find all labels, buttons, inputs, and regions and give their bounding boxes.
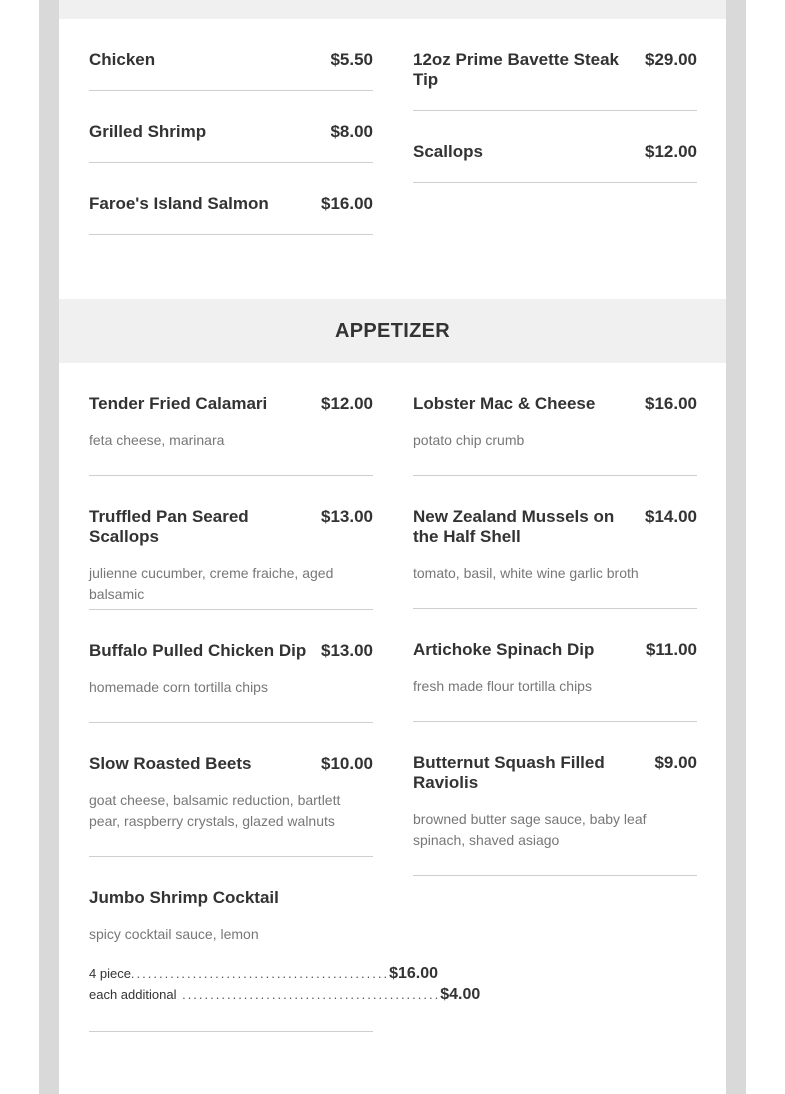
option-label: 4 piece xyxy=(89,966,131,981)
item-name: Lobster Mac & Cheese xyxy=(413,394,596,413)
item-description: julienne cucumber, creme fraiche, aged balsamic xyxy=(89,565,334,602)
price-option xyxy=(89,986,481,1007)
item-name: Truffled Pan Seared Scallops xyxy=(89,507,249,546)
item-description: browned butter sage sauce, baby leaf spinach, shaved asiago xyxy=(413,811,647,848)
item-price: $12.00 xyxy=(321,394,373,413)
item-name: Slow Roasted Beets xyxy=(89,754,252,773)
item-description: tomato, basil, white wine garlic broth xyxy=(413,565,639,581)
dot-leader: .............................................. xyxy=(176,987,441,1002)
item-price: $16.00 xyxy=(645,394,697,413)
price-options xyxy=(89,965,481,1007)
menu-item xyxy=(89,507,373,610)
additions-left-column xyxy=(89,50,373,235)
menu-item xyxy=(413,142,697,183)
item-name: Grilled Shrimp xyxy=(89,122,207,141)
menu-item xyxy=(89,122,373,163)
additions-right-column xyxy=(413,50,697,183)
item-name: Butternut Squash Filled Raviolis xyxy=(413,753,605,792)
menu-item xyxy=(89,50,373,91)
item-price: $9.00 xyxy=(654,753,697,772)
option-price: $4.00 xyxy=(440,986,481,1003)
appetizer-section-header xyxy=(59,299,726,363)
item-price: $13.00 xyxy=(321,507,373,526)
item-price: $8.00 xyxy=(330,122,373,141)
item-price: $11.00 xyxy=(645,640,697,659)
menu-item xyxy=(413,394,697,476)
menu-item xyxy=(89,888,481,1032)
item-name: Jumbo Shrimp Cocktail xyxy=(89,888,279,907)
item-description: homemade corn tortilla chips xyxy=(89,679,268,695)
appetizer-right-column xyxy=(413,394,697,876)
option-label: each additional xyxy=(89,987,177,1002)
menu-panel xyxy=(59,0,726,1094)
item-description: feta cheese, marinara xyxy=(89,432,225,448)
item-price: $12.00 xyxy=(645,142,697,161)
item-name: Artichoke Spinach Dip xyxy=(413,640,595,659)
item-description: fresh made flour tortilla chips xyxy=(413,678,592,694)
menu-item xyxy=(89,641,373,723)
item-name: Tender Fried Calamari xyxy=(89,394,268,413)
previous-section-header xyxy=(59,0,726,19)
menu-item xyxy=(413,507,697,609)
item-price: $13.00 xyxy=(321,641,373,660)
menu-item xyxy=(89,754,373,857)
item-description: goat cheese, balsamic reduction, bartlett pear, raspberry crystals, glazed walnuts xyxy=(89,792,341,829)
item-name: Faroe's Island Salmon xyxy=(89,194,269,213)
dot-leader: .............................................. xyxy=(130,966,390,981)
item-price: $14.00 xyxy=(645,507,697,526)
item-name: 12oz Prime Bavette Steak Tip xyxy=(413,50,619,89)
menu-item xyxy=(413,753,697,876)
item-name: New Zealand Mussels on the Half Shell xyxy=(413,507,615,546)
item-description: spicy cocktail sauce, lemon xyxy=(89,926,259,942)
menu-item xyxy=(89,394,373,476)
item-price: $16.00 xyxy=(321,194,373,213)
price-option xyxy=(89,965,439,986)
item-price: $5.50 xyxy=(330,50,373,69)
item-name: Buffalo Pulled Chicken Dip xyxy=(89,641,307,660)
item-description: potato chip crumb xyxy=(413,432,525,448)
item-price: $29.00 xyxy=(645,50,697,69)
item-price: $10.00 xyxy=(321,754,373,773)
option-price: $16.00 xyxy=(389,965,439,982)
menu-item xyxy=(89,194,373,235)
section-title: APPETIZER xyxy=(335,319,450,342)
menu-item xyxy=(413,50,697,111)
item-name: Scallops xyxy=(413,142,483,161)
menu-item xyxy=(413,640,697,722)
item-name: Chicken xyxy=(89,50,156,69)
